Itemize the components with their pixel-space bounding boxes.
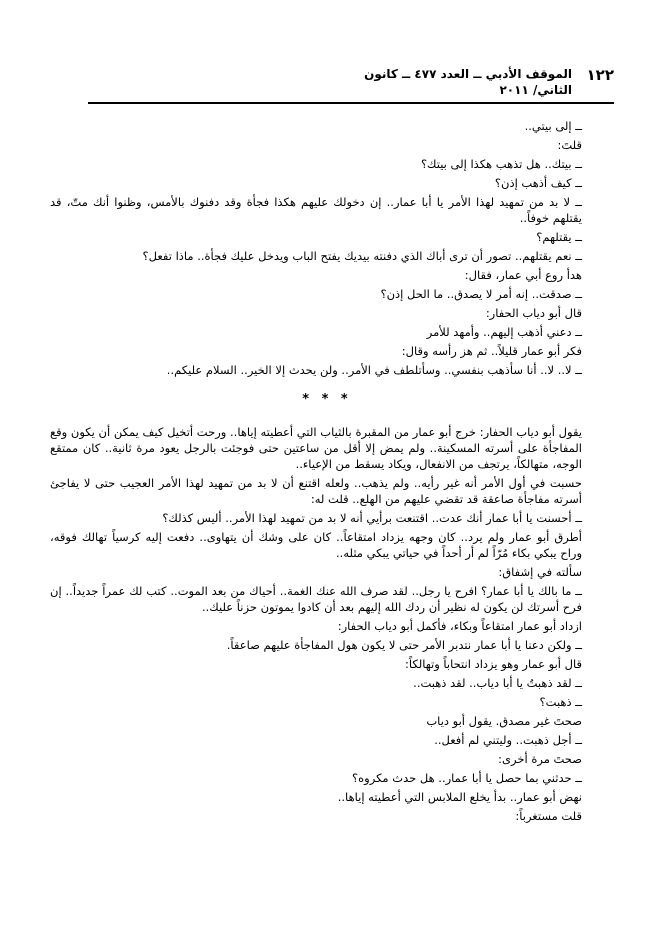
paragraph: ــ نعم يقتلهم.. تصور أن ترى أباك الذي دفنته بيديك يفتح الباب ويدخل عليك فجأة.. ماذا تفعل؟ [142, 249, 582, 263]
paragraph: ــ أحسنت يا أبا عمار أنك عدت.. اقتنعت برأيي أنه لا بد من تمهيد لهذا الأمر.. أليس كذلك؟ [162, 511, 582, 525]
paragraph: ــ ما بالك يا أبا عمار؟ افرح يا رجل.. لقد صرف الله عنك الغمة.. أحياك من بعد الموت.. كتب لك عمراً جديداً.. إن فرح أسرتك لن يكون له نظير أن ردك الله إليهم بعد أن كادوا يموتون حزناً عليك.. [50, 584, 582, 614]
page-number: ١٢٢ [586, 66, 614, 84]
paragraph: قال أبو عمار وهو يزداد انتحاباً وتهالكاً: [404, 657, 582, 671]
running-title: الموقف الأدبي ــ العدد ٤٧٧ ــ كانون الثاني/ ٢٠١١ [364, 67, 572, 97]
paragraph: صحتَ غير مصدق. يقول أبو دياب [426, 714, 582, 728]
section-separator: * * * [302, 392, 352, 407]
paragraph: ــ حدثني بما حصل يا أبا عمار.. هل حدث مكروه؟ [352, 771, 582, 785]
paragraph: ــ أجل ذهبت.. وليتني لم أفعل.. [434, 733, 582, 747]
paragraph: ــ صدقت.. إنه أمر لا يصدق.. ما الحل إذن؟ [380, 287, 582, 301]
paragraph: أطرق أبو عمار ولم يرد.. كان وجهه يزداد امتقاعاً.. كان على وشك أن يتهاوى.. دفعت إليه كرسياً تهالك فوقه، وراح يبكي بكاء مُرّاً لم أر أحداً في حياتي يبكي مثله.. [50, 530, 582, 560]
paragraph: قال أبو دياب الحفار: [485, 306, 582, 320]
paragraph: ــ بيتك.. هل تذهب هكذا إلى بيتك؟ [420, 157, 582, 171]
paragraph: يقول أبو دياب الحفار: خرج أبو عمار من المقبرة بالثياب التي أعطيته إياها.. ورحت أتخيل كيف يمكن أن يكون وقع المفاجأة على أسرته المسكينة.. ولم يمض إلا أقل من ساعتين حتى فوجئت بالرجل يعود مرة ثانية.. كان ممتقع الوجه، متهالكاً، يرتجف من الانفعال، ويكاد يسقط من الإعياء.. [50, 425, 582, 471]
paragraph: ــ لا بد من تمهيد لهذا الأمر يا أبا عمار.. إن دخولك عليهم هكذا فجأة وقد دفنوك بالأمس، وظنوا أنك متّ، قد يقتلهم خوفاً.. [50, 195, 582, 225]
paragraph: ــ ذهبت؟ [539, 695, 582, 709]
paragraph: صحتَ مرة أخرى: [498, 752, 582, 766]
paragraph: ازداد أبو عمار امتقاعاً وبكاء، فأكمل أبو دياب الحفار: [337, 619, 582, 633]
paragraph: ــ إلى بيتي.. [524, 119, 582, 133]
paragraph: ــ لا.. لا.. أنا سأذهب بنفسي.. وسأتلطف في الأمر.. ولن يحدث إلا الخير.. السلام عليكم.. [166, 363, 582, 377]
page-header [88, 64, 614, 100]
paragraph: نهض أبو عمار.. بدأ يخلع الملابس التي أعطيته إياها.. [337, 790, 582, 804]
paragraph: ــ كيف أذهب إذن؟ [494, 176, 582, 190]
paragraph: ــ دعني أذهب إليهم.. وأمهد للأمر [426, 325, 582, 339]
paragraph: قلتَ: [557, 138, 582, 152]
header-rule [88, 102, 614, 104]
paragraph: فكر أبو عمار قليلاً.. ثم هز رأسه وقال: [401, 344, 582, 358]
paragraph: ــ ولكن دعنا يا أبا عمار نتدبر الأمر حتى لا يكون هول المفاجأة عليهم صاعقاً. [226, 638, 582, 652]
paragraph: ــ يقتلهم؟ [536, 230, 582, 244]
paragraph: ــ لقد ذهبتُ يا أبا دياب.. لقد ذهبت.. [413, 676, 582, 690]
document-body [50, 118, 604, 827]
paragraph: هدأ روع أبي عمار، فقال: [464, 268, 582, 282]
paragraph: سألته في إشفاق: [498, 565, 582, 579]
paragraph: حسبت في أول الأمر أنه غير رأيه.. ولم يذهب.. ولعله اقتنع أن لا بد من تمهيد لهذا الأمر العجيب حتى لا يفاجئ أسرته مفاجأة صاعقة قد تقضي عليهم من الهلع.. قلت له: [50, 476, 582, 506]
paragraph: قلت مستغرباً: [515, 809, 582, 823]
